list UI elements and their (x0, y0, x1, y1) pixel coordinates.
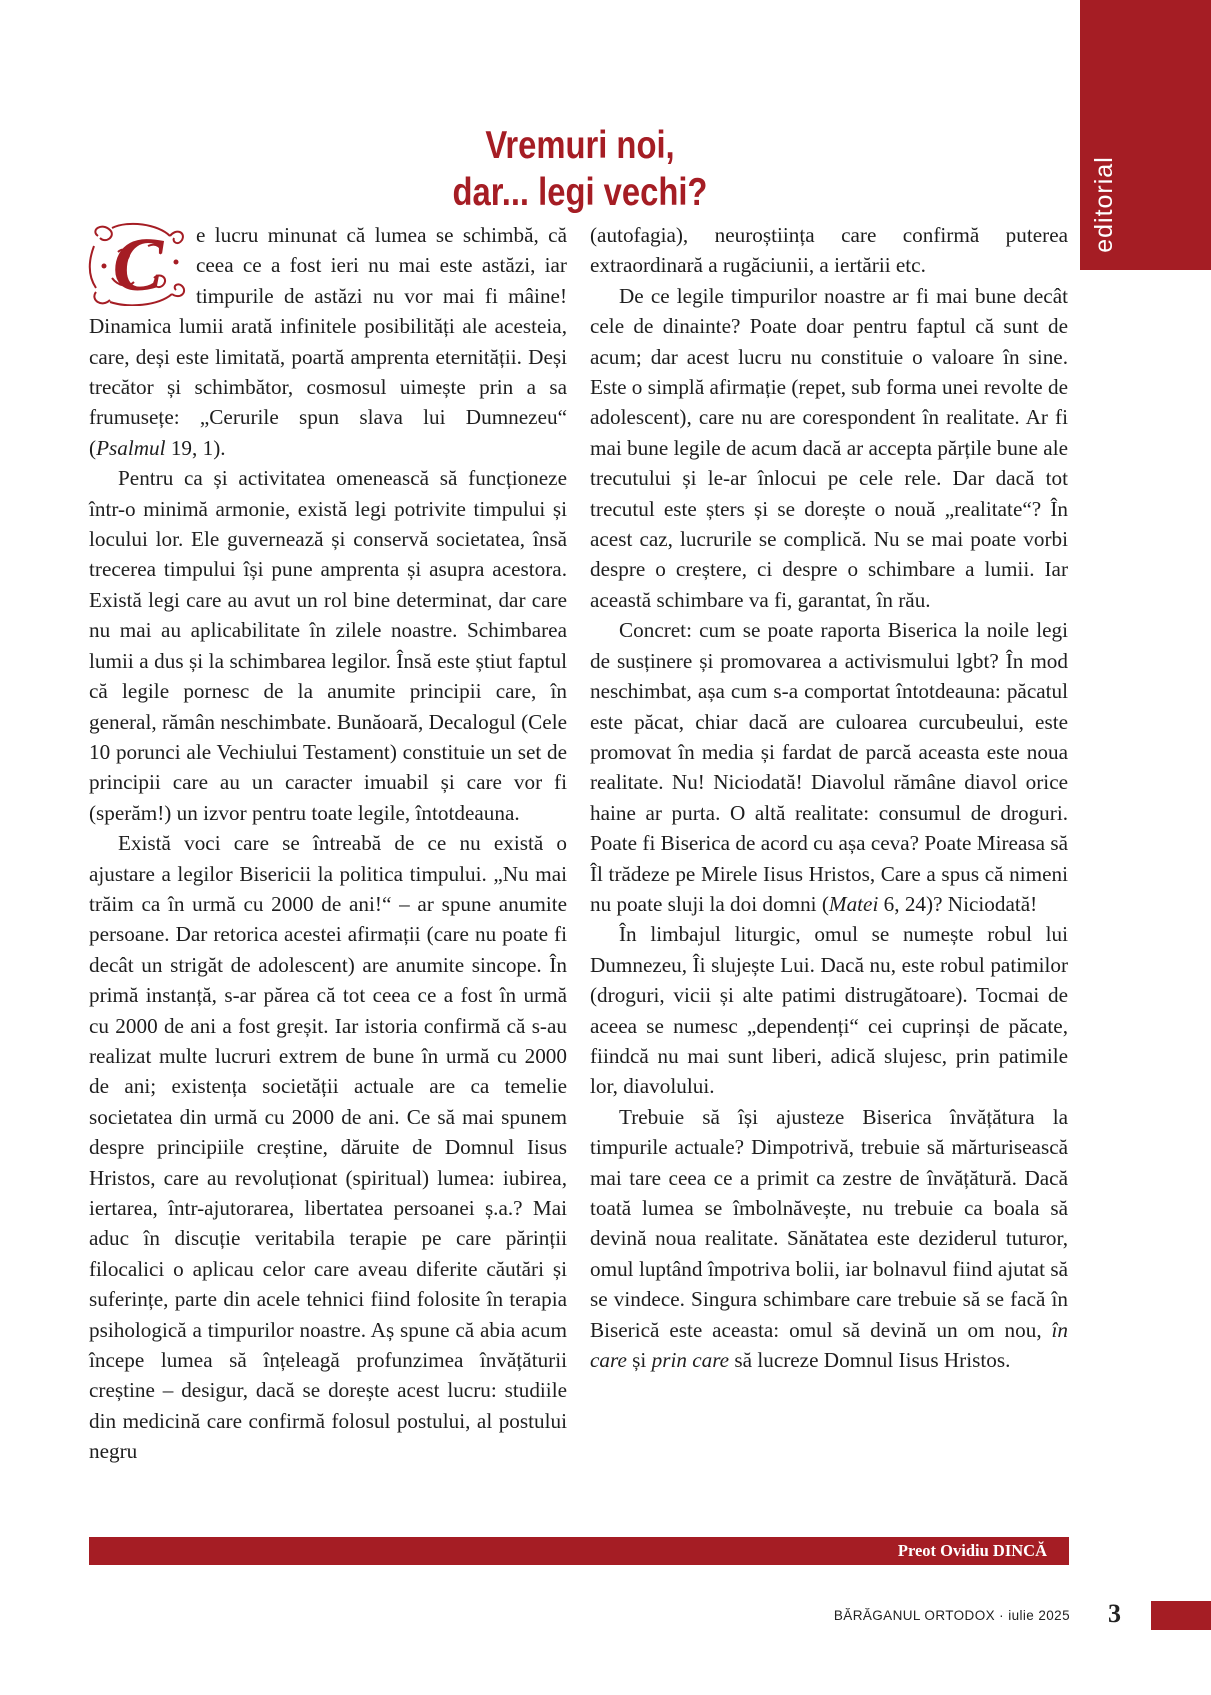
paragraph-text: 19, 1). (165, 435, 226, 460)
paragraph-text: Trebuie să își ajusteze Biserica învățătura la timpurile actuale? Dimpotrivă, trebuie să mărturisească mai tare ceea ce a primit ca zestre de învățătură. Dacă toată lumea se îmbolnăvește, nu trebuie ca boala să devină noua realitate. Sănătatea este deziderul tuturor, omul luptând împotriva bolii, iar bolnavul fiind ajutat să se vindece. Singura schimbare care trebuie să se facă în Biserică este aceasta: omul să devină un om nou, (590, 1104, 1068, 1342)
article-column-left (89, 220, 567, 1467)
article-title (345, 122, 815, 216)
paragraph-text: și (626, 1348, 652, 1373)
citation-book: Psalmul (96, 435, 166, 460)
paragraph (590, 615, 1068, 919)
article-column-right (590, 220, 1068, 1375)
dropcap-letter: C (112, 223, 164, 306)
title-line-2: dar... legi vechi? (452, 171, 708, 214)
paragraph: Pentru ca și activitatea omenească să funcționeze într-o minimă armonie, există legi potrivite timpului și locului lor. Ele guvernează și conservă societatea, însă trecerea timpului își pune amprenta și asupra acestora. Există legi care au avut un rol bine determinat, dar care nu mai au aplicabilitate în zilele noastre. Schimbarea lumii a dus și la schimbarea legilor. Însă este știut faptul că legile pornesc de la anumite principii care, în general, rămân neschimbate. Bunăoară, Decalogul (Cele 10 porunci ale Vechiului Testament) constituie un set de principii care au un caracter imuabil și care vor fi (sperăm!) un izvor pentru toate legile, întotdeauna. (89, 466, 567, 825)
paragraph (89, 220, 567, 463)
section-label-text: editorial (1089, 155, 1118, 253)
paragraph-text: 6, 24)? Niciodată! (878, 891, 1038, 916)
paragraph: În limbajul liturgic, omul se numește robul lui Dumnezeu, Îi slujește Lui. Dacă nu, este robul patimilor (droguri, vicii și alte patimi distrugătoare). Tocmai de aceea se numesc „dependenți“ cei cuprinși de păcate, fiindcă nu mai sunt liberi, adică slujesc, prin patimile lor, diavolului. (590, 922, 1068, 1099)
running-footer: BĂRĂGANUL ORTODOX · iulie 2025 (833, 1608, 1070, 1623)
emphasis-text: prin care (651, 1348, 730, 1373)
title-line-1: Vremuri noi, (485, 124, 675, 167)
emphasis-text: în care (590, 1317, 1068, 1373)
author-bar (89, 1537, 1069, 1565)
page-number: 3 (1108, 1599, 1121, 1628)
paragraph: Există voci care se întreabă de ce nu există o ajustare a legilor Bisericii la politica timpului. „Nu mai trăim ca în urmă cu 2000 de ani!“ – ar spune anumite persoane. Dar retorica acestei afirmații (care nu poate fi decât un strigăt de adolescent) are anumite sincope. În primă instanță, s-ar părea că tot ceea ce a fost în urmă cu 2000 de ani a fost greșit. Iar istoria confirmă că s-au realizat multe lucruri extrem de bune în urmă cu 2000 de ani; existența societății actuale are ca temelie societatea din urmă cu 2000 de ani. Ce să mai spunem despre principiile creștine, dăruite de Domnul Iisus Hristos, care au revoluționat (spiritual) lumea: iubirea, iertarea, într-ajutorarea, libertatea persoanei ș.a.? Mai aduc în discuție veritabila terapie pe care părinții filocalici o aplicau celor care aveau diferite căutări și suferințe, parte din acele tehnici fiind folosite în terapia psihologică a timpurilor noastre. Aș spune că abia acum începe lumea să înțeleagă profunzimea învățăturii creștine – desigur, dacă se dorește acest lucru: studiile din medicină care confirmă folosul postului, al postului negru (89, 831, 567, 1464)
paragraph-text: să lucreze Domnul Iisus Hristos. (729, 1348, 1011, 1373)
paragraph: (autofagia), neuroștiința care confirmă puterea extraordinară a rugăciunii, a iertării etc. (590, 223, 1068, 278)
dropcap-ornament (88, 222, 192, 306)
paragraph (590, 1102, 1068, 1376)
page-number-tab (1151, 1601, 1211, 1630)
paragraph-text: Concret: cum se poate raporta Biserica la noile legi de susținere și promovarea a activismului lgbt? În mod neschimbat, așa cum s-a comportat întotdeauna: păcatul este păcat, chiar dacă are culoarea curcubeului, este promovat în media și fardat de parcă aceasta este noua realitate. Nu! Niciodată! Diavolul rămâne diavol orice haine ar purta. O altă realitate: consumul de droguri. Poate fi Biserica de acord cu așa ceva? Poate Mireasa să Îl trădeze pe Mirele Iisus Hristos, Care a spus că nimeni nu poate sluji la doi domni ( (590, 618, 1068, 916)
paragraph-text: e lucru minunat că lumea se schimbă, că ceea ce a fost ieri nu mai este astăzi, iar timpurile de astăzi nu vor mai fi mâine! Dinamica lumii arată infinitele posibilități ale acesteia, care, deși este limitată, poartă amprenta eternității. Deși trecător și schimbător, cosmosul uimește prin a sa frumusețe: „Cerurile spun slava lui Dumnezeu“ ( (89, 223, 567, 460)
citation-book: Matei (828, 891, 879, 916)
section-label (1086, 150, 1122, 258)
author-name: Preot Ovidiu DINCĂ (897, 1541, 1047, 1560)
paragraph: De ce legile timpurilor noastre ar fi mai bune decât cele de dinainte? Poate doar pentru faptul că sunt de acum; dar acest lucru nu constituie o valoare în sine. Este o simplă afirmație (repet, sub forma unei revolte de adolescent), care nu are corespondent în realitate. Ar fi mai bune legile de acum dacă ar accepta părțile bune ale trecutului și le-ar înlocui pe cele rele. Dar dacă tot trecutul este șters și se dorește o nouă „realitate“? În acest caz, lucrurile se complică. Nu se mai poate vorbi despre o creștere, ci despre o schimbare a lumii. Iar această schimbare va fi, garantat, în rău. (590, 283, 1068, 612)
